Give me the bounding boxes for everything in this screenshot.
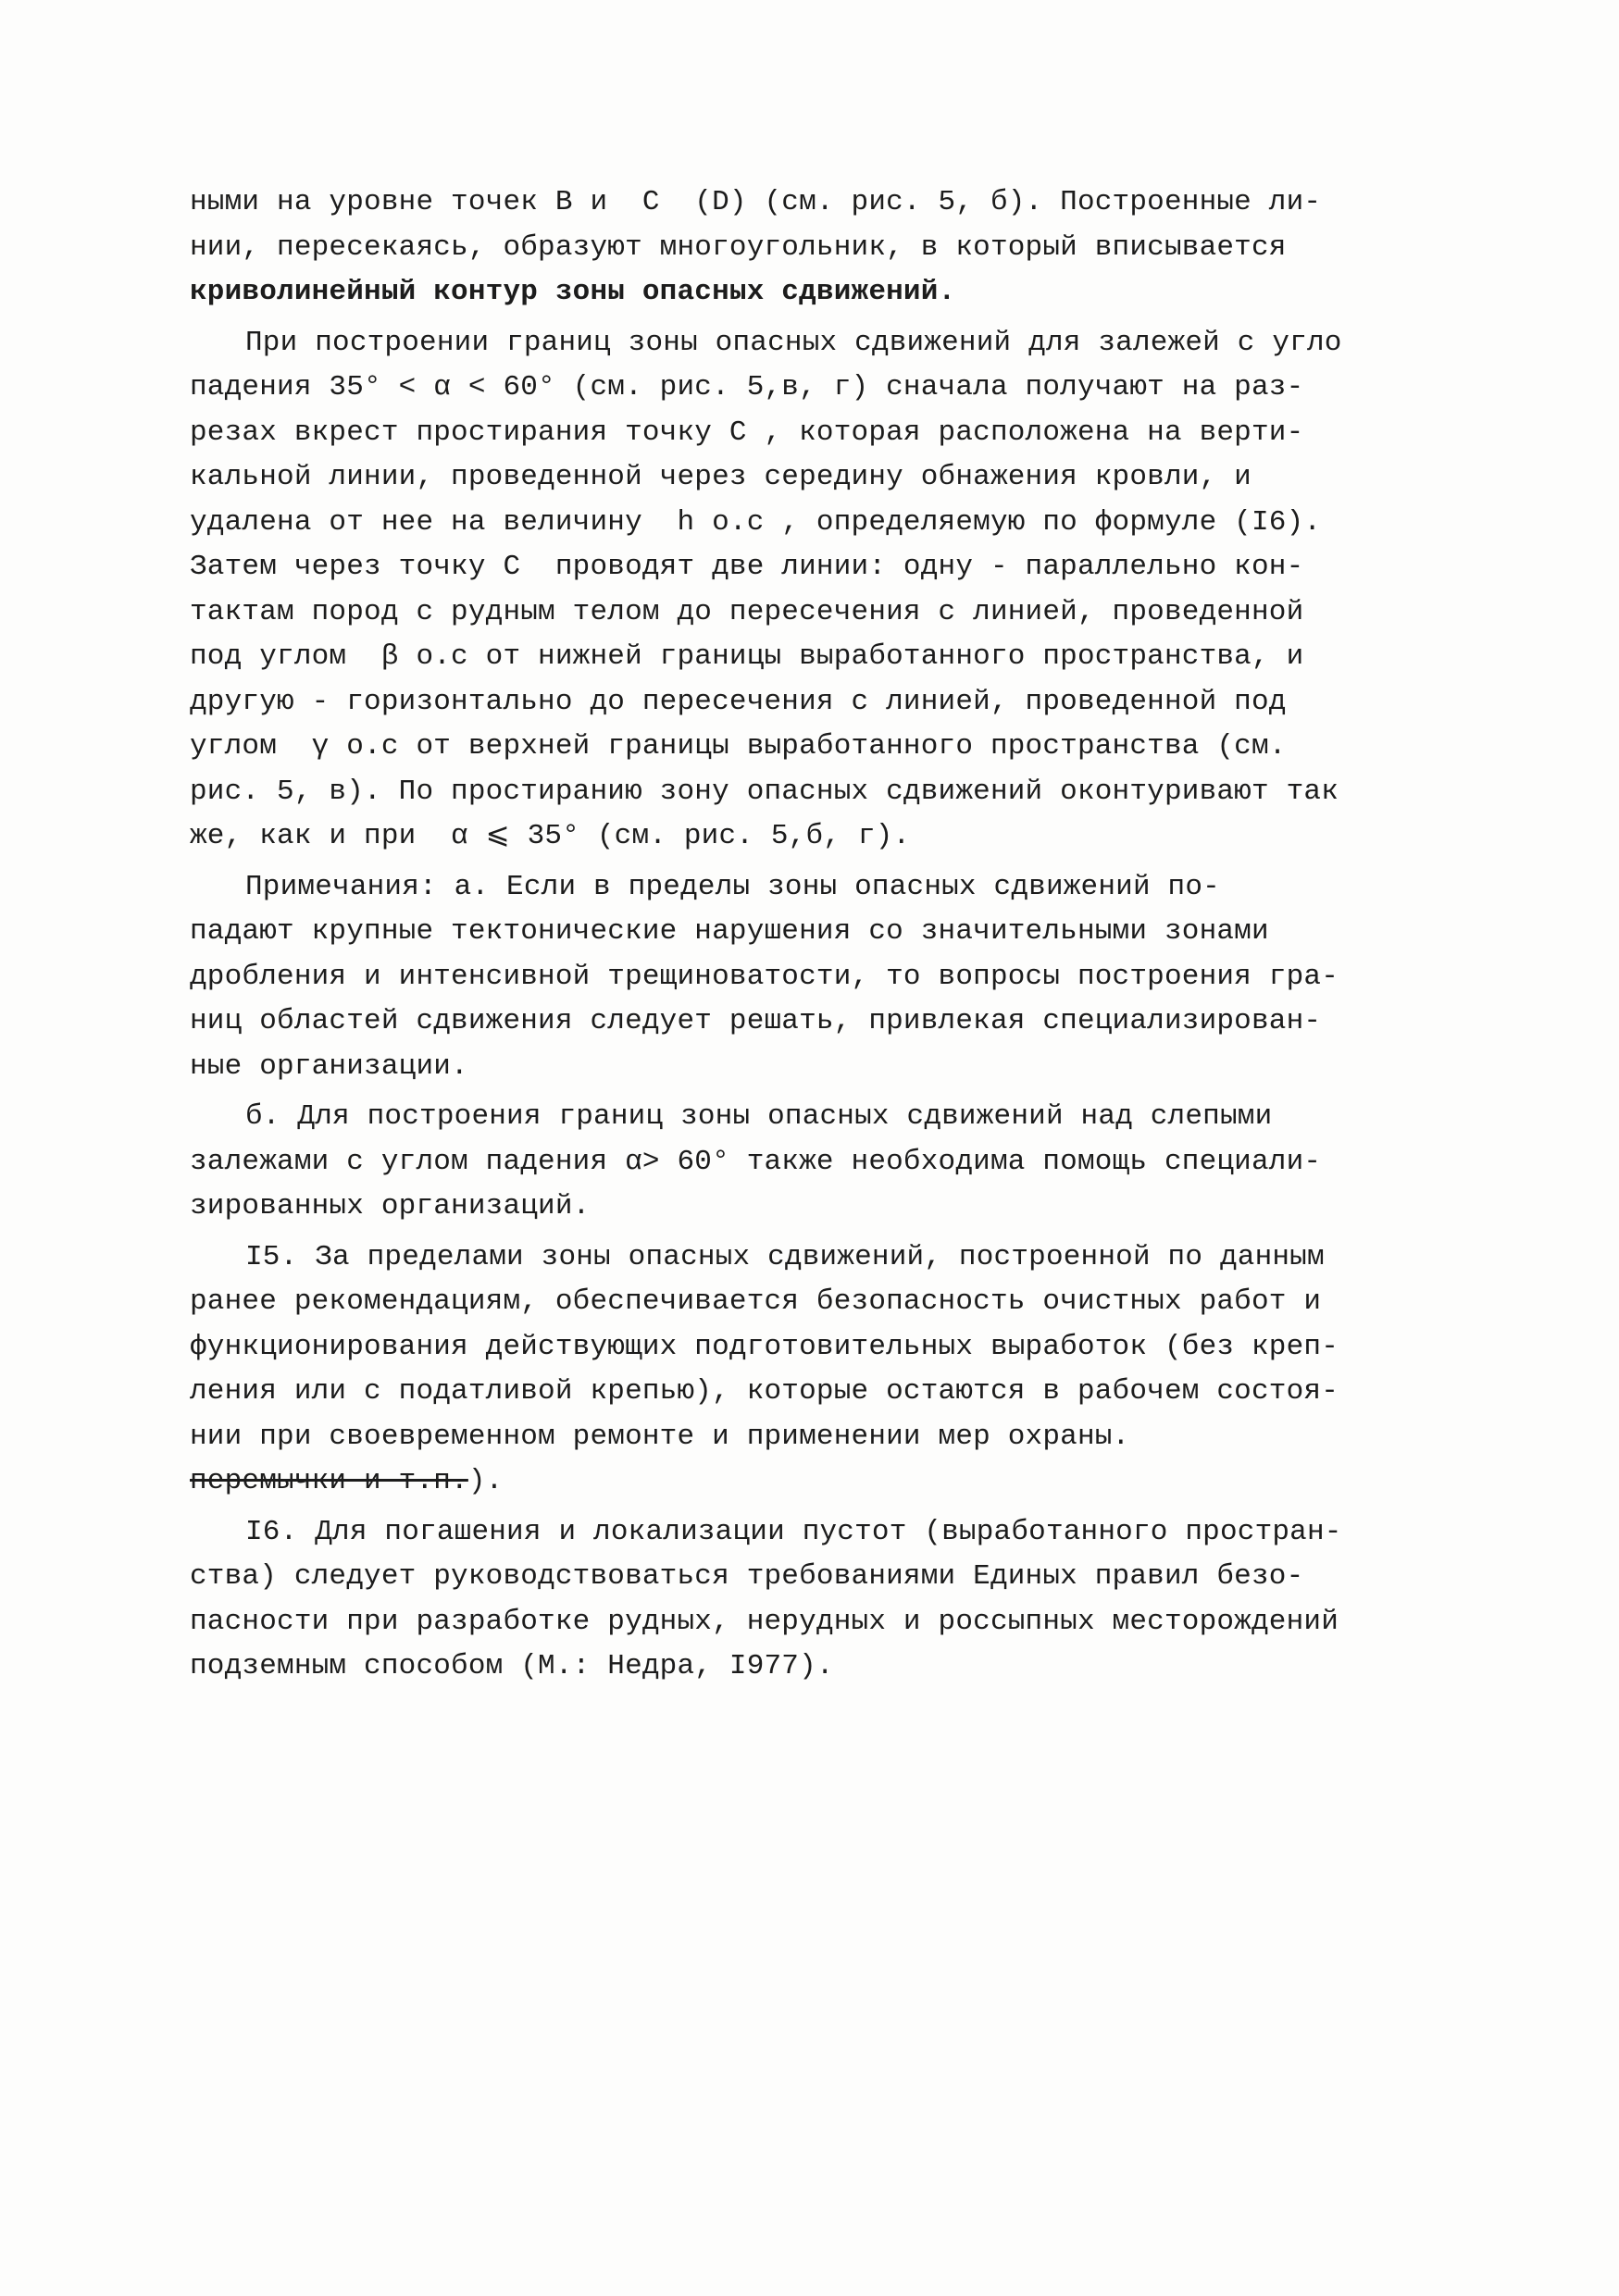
text-line: функционирования действующих подготовительных выработок (без креп- bbox=[190, 1330, 1339, 1363]
text-line: падения 35° < α < 60° (см. рис. 5,в, г) сначала получают на раз- bbox=[190, 371, 1304, 403]
text-line: ления или с податливой крепью), которые остаются в рабочем состоя- bbox=[190, 1375, 1339, 1408]
text-line: тактам пород с рудным телом до пересечения с линией, проведенной bbox=[190, 595, 1304, 628]
text-line: Затем через точку C проводят две линии: одну - параллельно кон- bbox=[190, 551, 1304, 583]
text-line: криволинейный контур зоны опасных сдвижений. bbox=[190, 276, 956, 308]
text-line: При построении границ зоны опасных сдвижений для залежей с угло bbox=[245, 326, 1342, 359]
text-line: зированных организаций. bbox=[190, 1190, 591, 1222]
text-line: другую - горизонтально до пересечения с линией, проведенной под bbox=[190, 685, 1287, 718]
text-line: б. Для построения границ зоны опасных сдвижений над слепыми bbox=[245, 1100, 1273, 1133]
text-line: пасности при разработке рудных, нерудных и россыпных месторождений bbox=[190, 1605, 1339, 1638]
text-line: ные организации. bbox=[190, 1049, 468, 1083]
text-line: под углом β o.c от нижней границы выработанного пространства, и bbox=[190, 640, 1304, 673]
text-line: ранее рекомендациям, обеспечивается безопасность очистных работ и bbox=[190, 1285, 1322, 1318]
text-fragment: ). bbox=[467, 1465, 504, 1497]
paragraph-16 bbox=[190, 1510, 1467, 1690]
paragraph-1 bbox=[190, 180, 1467, 316]
document-body bbox=[190, 180, 1467, 1695]
text-line: залежами с углом падения α> 60° также необходима помощь специали- bbox=[190, 1145, 1322, 1178]
text-line: I6. Для погашения и локализации пустот (выработанного простран- bbox=[245, 1515, 1342, 1548]
text-line: кальной линии, проведенной через середину обнажения кровли, и bbox=[190, 461, 1252, 493]
text-line: нии при своевременном ремонте и применении мер охраны. bbox=[190, 1420, 1130, 1453]
text-line: рис. 5, в). По простиранию зону опасных сдвижений оконтуривают так bbox=[190, 775, 1339, 808]
text-line: ными на уровне точек B и C (D) (см. рис. 5, б). Построенные ли- bbox=[190, 186, 1322, 218]
text-line: Примечания: а. Если в пределы зоны опасных сдвижений по- bbox=[245, 870, 1220, 903]
text-line: I5. За пределами зоны опасных сдвижений, построенной по данным bbox=[245, 1240, 1325, 1273]
text-line bbox=[190, 1459, 1467, 1505]
struck-text: перемычки и т.п. bbox=[190, 1465, 468, 1497]
text-line: нии, пересекаясь, образуют многоугольник, в который вписывается bbox=[190, 230, 1287, 264]
text-line: подземным способом (М.: Недра, I977). bbox=[190, 1650, 834, 1682]
text-line: падают крупные тектонические нарушения со значительными зонами bbox=[190, 915, 1269, 948]
text-line: ниц областей сдвижения следует решать, привлекая специализирован- bbox=[190, 1005, 1322, 1037]
text-line: углом γ o.c от верхней границы выработанного пространства (см. bbox=[190, 730, 1287, 763]
text-line: же, как и при α ⩽ 35° (см. рис. 5,б, г). bbox=[190, 820, 911, 852]
text-line: резах вкрест простирания точку C , которая расположена на верти- bbox=[190, 416, 1304, 449]
text-line: удалена от нее на величину h o.c , определяемую по формуле (I6). bbox=[190, 505, 1322, 539]
text-line: дробления и интенсивной трещиноватости, то вопросы построения гра- bbox=[190, 960, 1339, 993]
paragraph-notes bbox=[190, 865, 1467, 1090]
text-line: ства) следует руководствоваться требованиями Единых правил безо- bbox=[190, 1560, 1304, 1593]
paragraph-2 bbox=[190, 321, 1467, 860]
paragraph-note-b bbox=[190, 1095, 1467, 1230]
paragraph-15 bbox=[190, 1235, 1467, 1505]
